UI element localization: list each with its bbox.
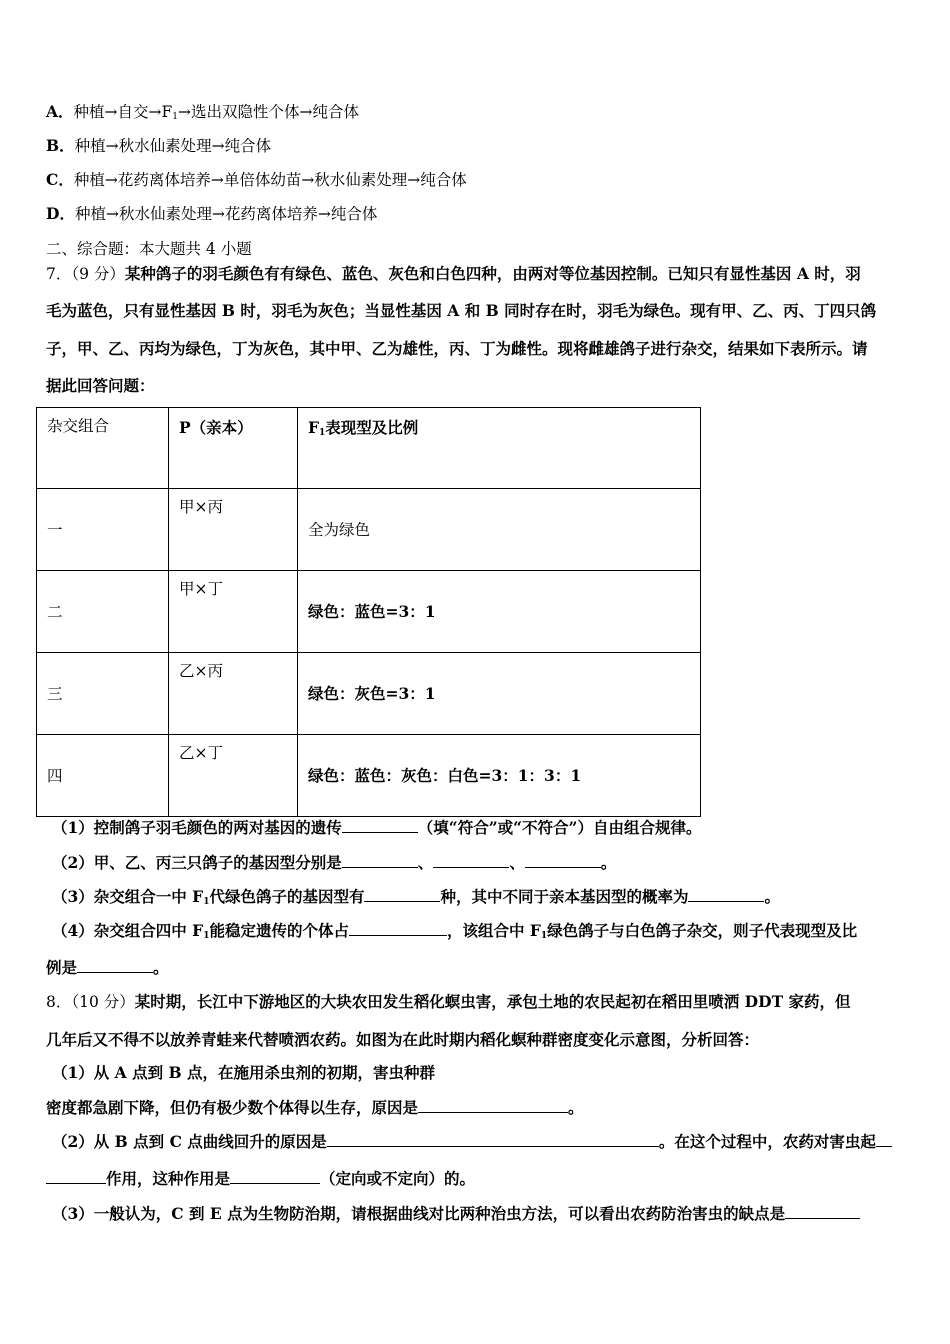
option-letter: D． [46, 204, 75, 223]
option-c [46, 170, 467, 190]
answer-blank[interactable] [525, 853, 601, 868]
section-title: 二、综合题：本大题共 4 小题 [46, 240, 252, 258]
option-text: 种植→花药离体培养→单倍体幼苗→秋水仙素处理→纯合体 [73, 171, 467, 189]
table-header: $F_1$表现型及比例 [298, 408, 701, 489]
result-cell: 绿色：蓝色=3：1 [298, 571, 701, 653]
q8-sub-2-cont: 作用，这种作用是 （定向或不定向）的。 [46, 1169, 475, 1189]
answer-blank[interactable] [418, 1098, 568, 1113]
answer-blank[interactable] [77, 958, 153, 973]
parents-cell: 乙×丁 [169, 735, 298, 817]
option-a [46, 102, 359, 127]
option-d [46, 204, 377, 224]
option-letter: C． [46, 170, 74, 189]
group-cell: 一 [37, 489, 169, 571]
q7-sub-1: （1）控制鸽子羽毛颜色的两对基因的遗传 （填“符合”或“不符合”）自由组合规律。 [52, 818, 702, 837]
q7-line-2: 毛为蓝色，只有显性基因 B 时，羽毛为灰色；当显性基因 A 和 B 同时存在时，羽毛为绿色。现有甲、乙、丙、丁四只鸽 [46, 301, 877, 320]
answer-blank[interactable] [349, 921, 447, 936]
q7-sub-3: （3）杂交组合一中 $F_1$代绿色鸽子的基因型有 种，其中不同于亲本基因型的概率为 。 [52, 887, 780, 907]
option-text: 种植→自交$\to F_1\to$选出双隐性个体→纯合体 [73, 103, 359, 122]
q7-line-1: 7．（9 分）某种鸽子的羽毛颜色有有绿色、蓝色、灰色和白色四种，由两对等位基因控制。已知只有显性基因 A 时，羽 [46, 264, 861, 283]
answer-blank[interactable] [876, 1132, 892, 1147]
parents-cell: 甲×丁 [169, 571, 298, 653]
table-row [37, 735, 701, 817]
group-cell: 四 [37, 735, 169, 817]
group-cell: 三 [37, 653, 169, 735]
option-b [46, 136, 271, 156]
q7-line-4: 据此回答问题： [46, 376, 155, 395]
option-letter: B． [46, 136, 75, 155]
option-letter: A． [46, 102, 74, 121]
q8-sub-1: （1）从 A 点到 B 点，在施用杀虫剂的初期，害虫种群 [52, 1063, 435, 1082]
q7-line-3: 子，甲、乙、丙均为绿色，丁为灰色，其中甲、乙为雄性，丙、丁为雌性。现将雌雄鸽子进行杂交，结果如下表所示。请 [46, 339, 868, 358]
result-cell: 绿色：灰色=3：1 [298, 653, 701, 735]
table-header: P（亲本） [169, 408, 298, 489]
table-row [37, 653, 701, 735]
parents-cell: 乙×丙 [169, 653, 298, 735]
table-row [37, 571, 701, 653]
q7-sub-2: （2）甲、乙、丙三只鸽子的基因型分别是 、 、 。 [52, 853, 617, 872]
parents-cell: 甲×丙 [169, 489, 298, 571]
q8-sub-3: （3）一般认为，C 到 E 点为生物防治期，请根据曲线对比两种治虫方法，可以看出农药防治害虫的缺点是 [52, 1204, 860, 1224]
option-text: 种植→秋水仙素处理→花药离体培养→纯合体 [74, 205, 378, 223]
table-row [37, 489, 701, 571]
answer-blank[interactable] [230, 1169, 320, 1184]
answer-blank[interactable] [342, 853, 418, 868]
result-cell: 绿色：蓝色：灰色：白色=3：1：3：1 [298, 735, 701, 817]
answer-blank[interactable] [364, 887, 440, 902]
q8-sub-1-cont: 密度都急剧下降，但仍有极少数个体得以生存，原因是 。 [46, 1098, 584, 1117]
option-text: 种植→秋水仙素处理→纯合体 [74, 137, 272, 155]
result-cell: 全为绿色 [298, 489, 701, 571]
q8-line-1: 8．（10 分）某时期，长江中下游地区的大块农田发生稻化螟虫害，承包土地的农民起初在稻田里喷洒 DDT 家药，但 [46, 992, 851, 1011]
answer-blank[interactable] [342, 818, 418, 833]
table-header: 杂交组合 [37, 408, 169, 489]
q8-line-2: 几年后又不得不以放养青蛙来代替喷洒农药。如图为在此时期内稻化螟种群密度变化示意图，分析回答： [46, 1030, 760, 1049]
answer-blank[interactable] [433, 853, 509, 868]
cross-results-table [36, 407, 701, 817]
answer-blank[interactable] [46, 1169, 106, 1184]
answer-blank[interactable] [688, 887, 764, 902]
answer-blank[interactable] [785, 1204, 860, 1219]
q8-sub-2: （2）从 B 点到 C 点曲线回升的原因是 。在这个过程中，农药对害虫起 [52, 1132, 892, 1152]
answer-blank[interactable] [327, 1132, 659, 1147]
q7-sub-4: （4）杂交组合四中 $F_1$能稳定遗传的个体占 ，该组合中 $F_1$绿色鸽子与白色鸽子杂交，则子代表现型及比 [52, 921, 858, 941]
group-cell: 二 [37, 571, 169, 653]
q7-sub-4-cont: 例是 。 [46, 958, 169, 977]
